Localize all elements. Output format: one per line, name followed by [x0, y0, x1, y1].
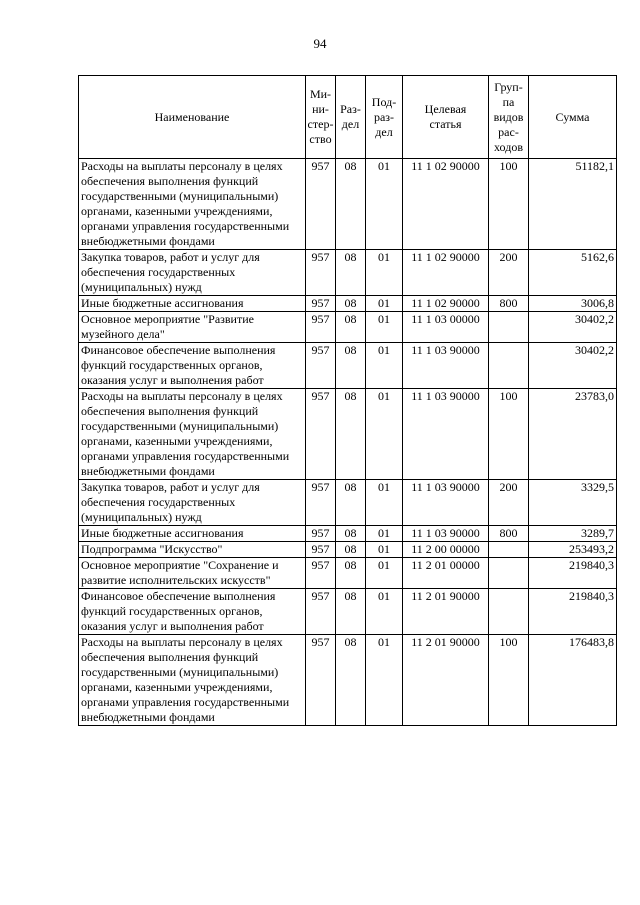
cell-sum: 219840,3 [529, 589, 617, 635]
cell-ministry: 957 [306, 589, 336, 635]
cell-name: Расходы на выплаты персоналу в целях обеспечения выполнения функций государственными (муниципальными) органами, казенными учреждениями, органами управления государственными внебюджетными фондами [79, 159, 306, 250]
cell-section: 08 [336, 526, 366, 542]
table-row [79, 542, 617, 558]
cell-section: 08 [336, 159, 366, 250]
cell-name: Расходы на выплаты персоналу в целях обеспечения выполнения функций государственными (муниципальными) органами, казенными учреждениями, органами управления государственными внебюджетными фондами [79, 635, 306, 726]
cell-subsection: 01 [366, 635, 403, 726]
cell-group: 100 [489, 635, 529, 726]
cell-target: 11 1 02 90000 [403, 296, 489, 312]
header-subsection: Под- раз- дел [366, 76, 403, 159]
cell-name: Закупка товаров, работ и услуг для обеспечения государственных (муниципальных) нужд [79, 480, 306, 526]
table-body [79, 159, 617, 726]
cell-sum: 253493,2 [529, 542, 617, 558]
cell-target: 11 1 03 90000 [403, 389, 489, 480]
table-row [79, 589, 617, 635]
table-row [79, 526, 617, 542]
cell-group [489, 343, 529, 389]
cell-sum: 3006,8 [529, 296, 617, 312]
cell-target: 11 2 01 90000 [403, 635, 489, 726]
cell-ministry: 957 [306, 635, 336, 726]
cell-target: 11 2 00 00000 [403, 542, 489, 558]
header-sum: Сумма [529, 76, 617, 159]
cell-section: 08 [336, 250, 366, 296]
cell-section: 08 [336, 558, 366, 589]
cell-group: 200 [489, 480, 529, 526]
cell-section: 08 [336, 296, 366, 312]
cell-group [489, 542, 529, 558]
cell-subsection: 01 [366, 558, 403, 589]
cell-group [489, 312, 529, 343]
cell-group: 800 [489, 526, 529, 542]
cell-subsection: 01 [366, 480, 403, 526]
cell-sum: 3289,7 [529, 526, 617, 542]
cell-sum: 30402,2 [529, 343, 617, 389]
page-number: 94 [313, 36, 327, 51]
table-row [79, 296, 617, 312]
cell-subsection: 01 [366, 343, 403, 389]
table-row [79, 343, 617, 389]
cell-group: 800 [489, 296, 529, 312]
cell-section: 08 [336, 312, 366, 343]
table-row [79, 250, 617, 296]
cell-target: 11 2 01 90000 [403, 589, 489, 635]
cell-subsection: 01 [366, 250, 403, 296]
cell-name: Расходы на выплаты персоналу в целях обеспечения выполнения функций государственными (муниципальными) органами, казенными учреждениями, органами управления государственными внебюджетными фондами [79, 389, 306, 480]
cell-sum: 176483,8 [529, 635, 617, 726]
cell-ministry: 957 [306, 480, 336, 526]
cell-section: 08 [336, 389, 366, 480]
cell-sum: 23783,0 [529, 389, 617, 480]
cell-section: 08 [336, 343, 366, 389]
cell-ministry: 957 [306, 389, 336, 480]
cell-name: Иные бюджетные ассигнования [79, 296, 306, 312]
header-target: Целевая статья [403, 76, 489, 159]
cell-name: Финансовое обеспечение выполнения функций государственных органов, оказания услуг и выполнения работ [79, 589, 306, 635]
cell-sum: 219840,3 [529, 558, 617, 589]
cell-subsection: 01 [366, 389, 403, 480]
table-row [79, 480, 617, 526]
cell-name: Основное мероприятие "Сохранение и развитие исполнительских искусств" [79, 558, 306, 589]
header-group: Груп- па видов рас- ходов [489, 76, 529, 159]
cell-sum: 5162,6 [529, 250, 617, 296]
cell-target: 11 2 01 00000 [403, 558, 489, 589]
cell-target: 11 1 02 90000 [403, 250, 489, 296]
cell-subsection: 01 [366, 312, 403, 343]
cell-ministry: 957 [306, 343, 336, 389]
budget-table [78, 75, 617, 726]
cell-sum: 3329,5 [529, 480, 617, 526]
cell-sum: 30402,2 [529, 312, 617, 343]
table-row [79, 558, 617, 589]
cell-ministry: 957 [306, 526, 336, 542]
header-name: Наименование [79, 76, 306, 159]
cell-target: 11 1 03 90000 [403, 526, 489, 542]
cell-group [489, 558, 529, 589]
table-row [79, 312, 617, 343]
cell-target: 11 1 03 00000 [403, 312, 489, 343]
cell-subsection: 01 [366, 159, 403, 250]
cell-ministry: 957 [306, 558, 336, 589]
cell-target: 11 1 03 90000 [403, 480, 489, 526]
cell-subsection: 01 [366, 589, 403, 635]
cell-group: 200 [489, 250, 529, 296]
table-row [79, 159, 617, 250]
cell-ministry: 957 [306, 296, 336, 312]
header-row [79, 76, 617, 159]
cell-section: 08 [336, 635, 366, 726]
table-row [79, 389, 617, 480]
cell-name: Иные бюджетные ассигнования [79, 526, 306, 542]
table-row [79, 635, 617, 726]
cell-section: 08 [336, 480, 366, 526]
cell-group: 100 [489, 389, 529, 480]
cell-name: Закупка товаров, работ и услуг для обеспечения государственных (муниципальных) нужд [79, 250, 306, 296]
cell-section: 08 [336, 589, 366, 635]
cell-subsection: 01 [366, 542, 403, 558]
header-ministry: Ми- ни- стер- ство [306, 76, 336, 159]
cell-name: Подпрограмма "Искусство" [79, 542, 306, 558]
cell-ministry: 957 [306, 312, 336, 343]
cell-sum: 51182,1 [529, 159, 617, 250]
cell-subsection: 01 [366, 296, 403, 312]
cell-ministry: 957 [306, 159, 336, 250]
cell-ministry: 957 [306, 542, 336, 558]
cell-group [489, 589, 529, 635]
cell-ministry: 957 [306, 250, 336, 296]
cell-section: 08 [336, 542, 366, 558]
cell-group: 100 [489, 159, 529, 250]
cell-target: 11 1 03 90000 [403, 343, 489, 389]
header-section: Раз- дел [336, 76, 366, 159]
cell-name: Финансовое обеспечение выполнения функций государственных органов, оказания услуг и выполнения работ [79, 343, 306, 389]
cell-name: Основное мероприятие "Развитие музейного дела" [79, 312, 306, 343]
cell-target: 11 1 02 90000 [403, 159, 489, 250]
cell-subsection: 01 [366, 526, 403, 542]
